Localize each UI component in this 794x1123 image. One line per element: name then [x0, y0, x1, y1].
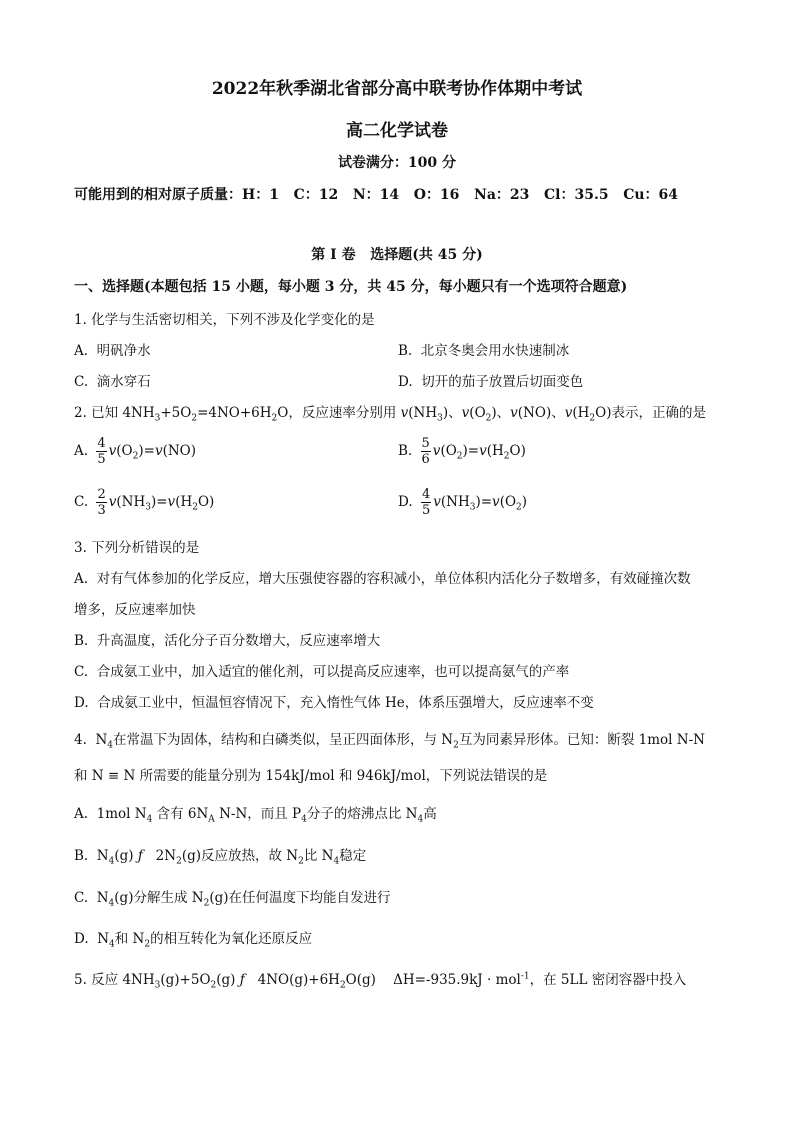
q4-option-b: B. $N_4(g)$ ƒ $2N_2(g)$反应放热，故 $N_2$比 $N_4$稳定	[74, 848, 367, 867]
q3-option-c: C. 合成氨工业中，加入适宜的催化剂，可以提高反应速率，也可以提高氨气的产率	[74, 664, 570, 680]
q2-option-c: C. $\frac{2}{3}$ $v(NH_3)=v(H_2O)$	[74, 487, 215, 518]
q3-option-d: D. 合成氨工业中，恒温恒容情况下，充入惰性气体 He，体系压强增大，反应速率不变	[74, 695, 594, 711]
q1-option-c: C. 滴水穿石	[74, 374, 151, 390]
full-score: 试卷满分：100 分	[337, 155, 457, 171]
section-instruction: 一、选择题(本题包括 15 小题，每小题 3 分，共 45 分，每小题只有一个选项符合题意)	[74, 279, 628, 295]
q4-option-d: D. $N_4$和 $N_2$的相互转化为氧化还原反应	[74, 931, 313, 950]
atomic-mass-line: 可能用到的相对原子质量：H：1 C：12 N：14 O：16 Na：23 Cl：35.5 Cu：64	[74, 187, 678, 203]
fraction: $\frac{4}{5}$	[421, 487, 431, 518]
q2-option-d: D. $\frac{4}{5}$ $v(NH_3)=v(O_2)$	[398, 487, 528, 518]
q4-option-a: A. 1mol $N_4$ 含有 $6N_A$ N-N，而且 $P_4$分子的熔沸点比 $N_4$高	[74, 806, 437, 825]
q2-option-a: A. $\frac{4}{5}$ $v(O_2)=v(NO)$	[74, 436, 196, 467]
q3-option-a-line1: A. 对有气体参加的化学反应，增大压强使容器的容积减小，单位体积内活化分子数增多，有效碰撞次数	[74, 571, 691, 587]
exam-title: 2022年秋季湖北省部分高中联考协作体期中考试	[211, 79, 583, 99]
q4-stem-line2: 和 N ≡ N 所需要的能量分别为 154kJ/mol 和 946kJ/mol，下列说法错误的是	[74, 768, 548, 784]
fraction: $\frac{5}{6}$	[421, 436, 430, 467]
q4-option-c: C. $N_4(g)$分解生成 $N_2(g)$在任何温度下均能自发进行	[74, 890, 391, 909]
q4-stem-line1: 4. $N_4$在常温下为固体，结构和白磷类似，呈正四面体形，与 $N_2$互为同素异形体。已知：断裂 1mol N-N	[74, 732, 705, 751]
q2-option-b: B. $\frac{5}{6}$ $v(O_2)=v(H_2O)$	[398, 436, 526, 467]
fraction: $\frac{2}{3}$	[97, 487, 106, 518]
q3-option-a-line2: 增多，反应速率加快	[74, 602, 196, 618]
q1-option-b: B. 北京冬奥会用水快速制冰	[398, 343, 570, 359]
q1-option-d: D. 切开的茄子放置后切面变色	[398, 374, 584, 390]
exam-subtitle: 高二化学试卷	[346, 121, 448, 141]
section-title: 第 I 卷 选择题(共 45 分)	[311, 247, 483, 263]
q1-stem: 1. 化学与生活密切相关，下列不涉及化学变化的是	[74, 312, 375, 328]
q3-option-b: B. 升高温度，活化分子百分数增大，反应速率增大	[74, 633, 381, 649]
fraction: $\frac{4}{5}$	[97, 436, 106, 467]
q3-stem: 3. 下列分析错误的是	[74, 540, 200, 556]
q2-stem: 2. 已知 $4NH_3+5O_2=4NO+6H_2O$，反应速率分别用 $v(NH_3)$、$v(O_2)$、v(NO)、$v(H_2O)$表示，正确的是	[74, 405, 706, 424]
q5-stem: 5. 反应 $4NH_3(g)+5O_2(g)$ ƒ $4NO(g)+6H_2O(g)$ ΔH=-935.9kJ · mol$^{-1}$，在 5LL 密闭容器中投入	[74, 971, 687, 991]
q1-option-a: A. 明矾净水	[74, 343, 151, 359]
